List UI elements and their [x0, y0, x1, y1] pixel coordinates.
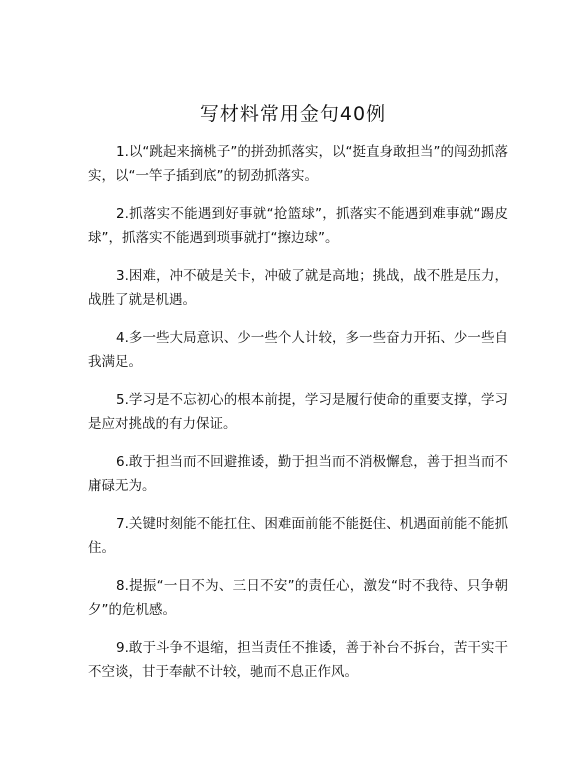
- paragraph-2: 2.抓落实不能遇到好事就“抢篮球”，抓落实不能遇到难事就“踢皮球”，抓落实不能遇到琐事就打“擦边球”。: [88, 206, 508, 246]
- paragraph-9: 9.敢于斗争不退缩，担当责任不推诿，善于补台不拆台，苦干实干不空谈，甘于奉献不计较，驰而不息正作风。: [88, 640, 508, 680]
- paragraph-4: 4.多一些大局意识、少一些个人计较，多一些奋力开拓、少一些自我满足。: [88, 330, 508, 370]
- paragraph-7: 7.关键时刻能不能扛住、困难面前能不能挺住、机遇面前能不能抓住。: [88, 516, 508, 556]
- paragraph-8: 8.提振“一日不为、三日不安”的责任心，激发“时不我待、只争朝夕”的危机感。: [88, 578, 508, 618]
- document-title: 写材料常用金句40例: [199, 103, 387, 125]
- document-body: [88, 140, 508, 698]
- paragraph-1: 1.以“跳起来摘桃子”的拼劲抓落实，以“挺直身敢担当”的闯劲抓落实，以“一竿子插到底”的韧劲抓落实。: [88, 144, 508, 184]
- paragraph-3: 3.困难，冲不破是关卡，冲破了就是高地；挑战，战不胜是压力，战胜了就是机遇。: [88, 268, 508, 308]
- paragraph-6: 6.敢于担当而不回避推诿，勤于担当而不消极懈怠，善于担当而不庸碌无为。: [88, 454, 508, 494]
- paragraph-5: 5.学习是不忘初心的根本前提，学习是履行使命的重要支撑，学习是应对挑战的有力保证。: [88, 392, 508, 432]
